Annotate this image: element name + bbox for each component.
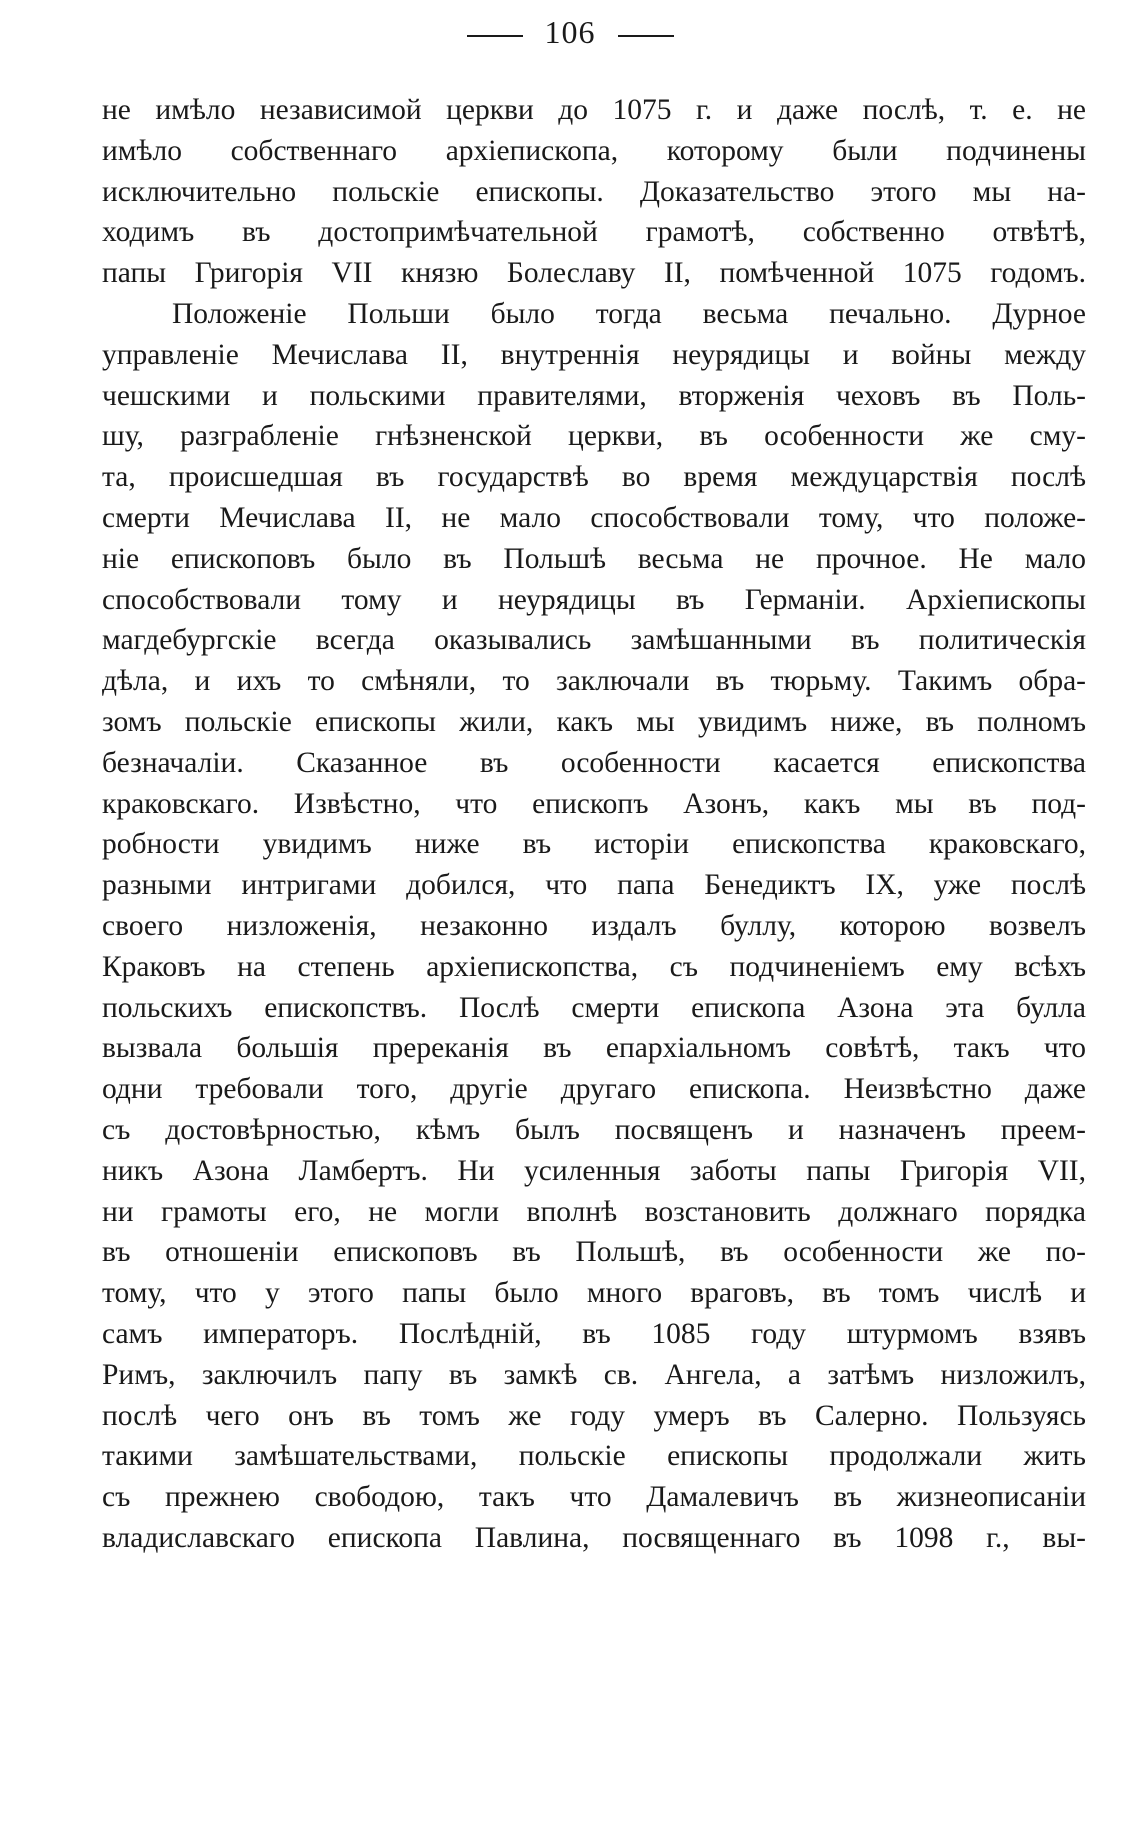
text-line: дѣла, и ихъ то смѣняли, то заключали въ тюрьму. Такимъ обра-	[102, 665, 1086, 698]
text-line: такими замѣшательствами, польскіе епископы продолжали жить	[102, 1440, 1086, 1473]
text-line: разными интригами добился, что папа Бенедиктъ IX, уже послѣ	[102, 869, 1086, 902]
text-line: та, происшедшая въ государствѣ во время междуцарствія послѣ	[102, 461, 1086, 494]
text-line: управленіе Мечислава II, внутреннія неурядицы и войны между	[102, 338, 1086, 371]
right-dash	[618, 35, 674, 37]
text-line: смерти Мечислава II, не мало способствовали тому, что положе-	[102, 501, 1086, 534]
text-line: съ достовѣрностью, кѣмъ былъ посвященъ и назначенъ преем-	[102, 1113, 1086, 1146]
text-line: ни грамоты его, не могли вполнѣ возстановить должнаго порядка	[102, 1195, 1086, 1228]
text-line: Положеніе Польши было тогда весьма печально. Дурное	[172, 297, 1086, 330]
text-line: Римъ, заключилъ папу въ замкѣ св. Ангела, а затѣмъ низложилъ,	[102, 1358, 1086, 1391]
text-line: чешскими и польскими правителями, вторженія чеховъ въ Поль-	[102, 379, 1086, 412]
text-line: никъ Азона Ламбертъ. Ни усиленныя заботы папы Григорія VII,	[102, 1154, 1086, 1187]
left-dash	[467, 35, 523, 37]
text-line: робности увидимъ ниже въ исторіи епископства краковскаго,	[102, 828, 1086, 861]
text-line: въ отношеніи епископовъ въ Польшѣ, въ особенности же по-	[102, 1236, 1086, 1269]
text-line: имѣло собственнаго архіепископа, которому были подчинены	[102, 134, 1086, 167]
text-line: послѣ чего онъ въ томъ же году умеръ въ Салерно. Пользуясь	[102, 1399, 1086, 1432]
text-line: своего низложенія, незаконно издалъ буллу, которою возвелъ	[102, 909, 1086, 942]
text-line: безначаліи. Сказанное въ особенности касается епископства	[102, 746, 1086, 779]
text-line: одни требовали того, другіе другаго епископа. Неизвѣстно даже	[102, 1073, 1086, 1106]
text-line: съ прежнею свободою, такъ что Дамалевичъ въ жизнеописаніи	[102, 1481, 1086, 1514]
text-line: краковскаго. Извѣстно, что епископъ Азонъ, какъ мы въ под-	[102, 787, 1086, 820]
text-line: Краковъ на степень архіепископства, съ подчиненіемъ ему всѣхъ	[102, 950, 1086, 983]
text-line: шу, разграбленіе гнѣзненской церкви, въ особенности же сму-	[102, 420, 1086, 453]
text-line: не имѣло независимой церкви до 1075 г. и даже послѣ, т. е. не	[102, 94, 1086, 126]
text-line: вызвала большія пререканія въ епархіальномъ совѣтѣ, такъ что	[102, 1032, 1086, 1065]
text-line: магдебургскіе всегда оказывались замѣшанными въ политическія	[102, 624, 1086, 657]
page-number: 106	[544, 14, 596, 50]
text-line: исключительно польскіе епископы. Доказательство этого мы на-	[102, 175, 1086, 208]
paragraph	[102, 294, 1086, 1559]
text-line: владиславскаго епископа Павлина, посвященнаго въ 1098 г., вы-	[102, 1521, 1086, 1554]
text-line: способствовали тому и неурядицы въ Германіи. Архіепископы	[102, 583, 1086, 616]
text-line: зомъ польскіе епископы жили, какъ мы увидимъ ниже, въ полномъ	[102, 705, 1086, 738]
text-line: польскихъ епископствъ. Послѣ смерти епископа Азона эта булла	[102, 991, 1086, 1024]
text-line: тому, что у этого папы было много враговъ, въ томъ числѣ и	[102, 1277, 1086, 1310]
text-line: ходимъ въ достопримѣчательной грамотѣ, собственно отвѣтѣ,	[102, 216, 1086, 249]
page-number-header	[0, 14, 1140, 51]
text-line: папы Григорія VII князю Болеславу II, помѣченной 1075 годомъ.	[102, 257, 1086, 290]
body-text	[102, 90, 1086, 1559]
paragraph	[102, 90, 1086, 294]
text-line: ніе епископовъ было въ Польшѣ весьма не прочное. Не мало	[102, 542, 1086, 575]
text-line: самъ императоръ. Послѣдній, въ 1085 году штурмомъ взявъ	[102, 1317, 1086, 1350]
